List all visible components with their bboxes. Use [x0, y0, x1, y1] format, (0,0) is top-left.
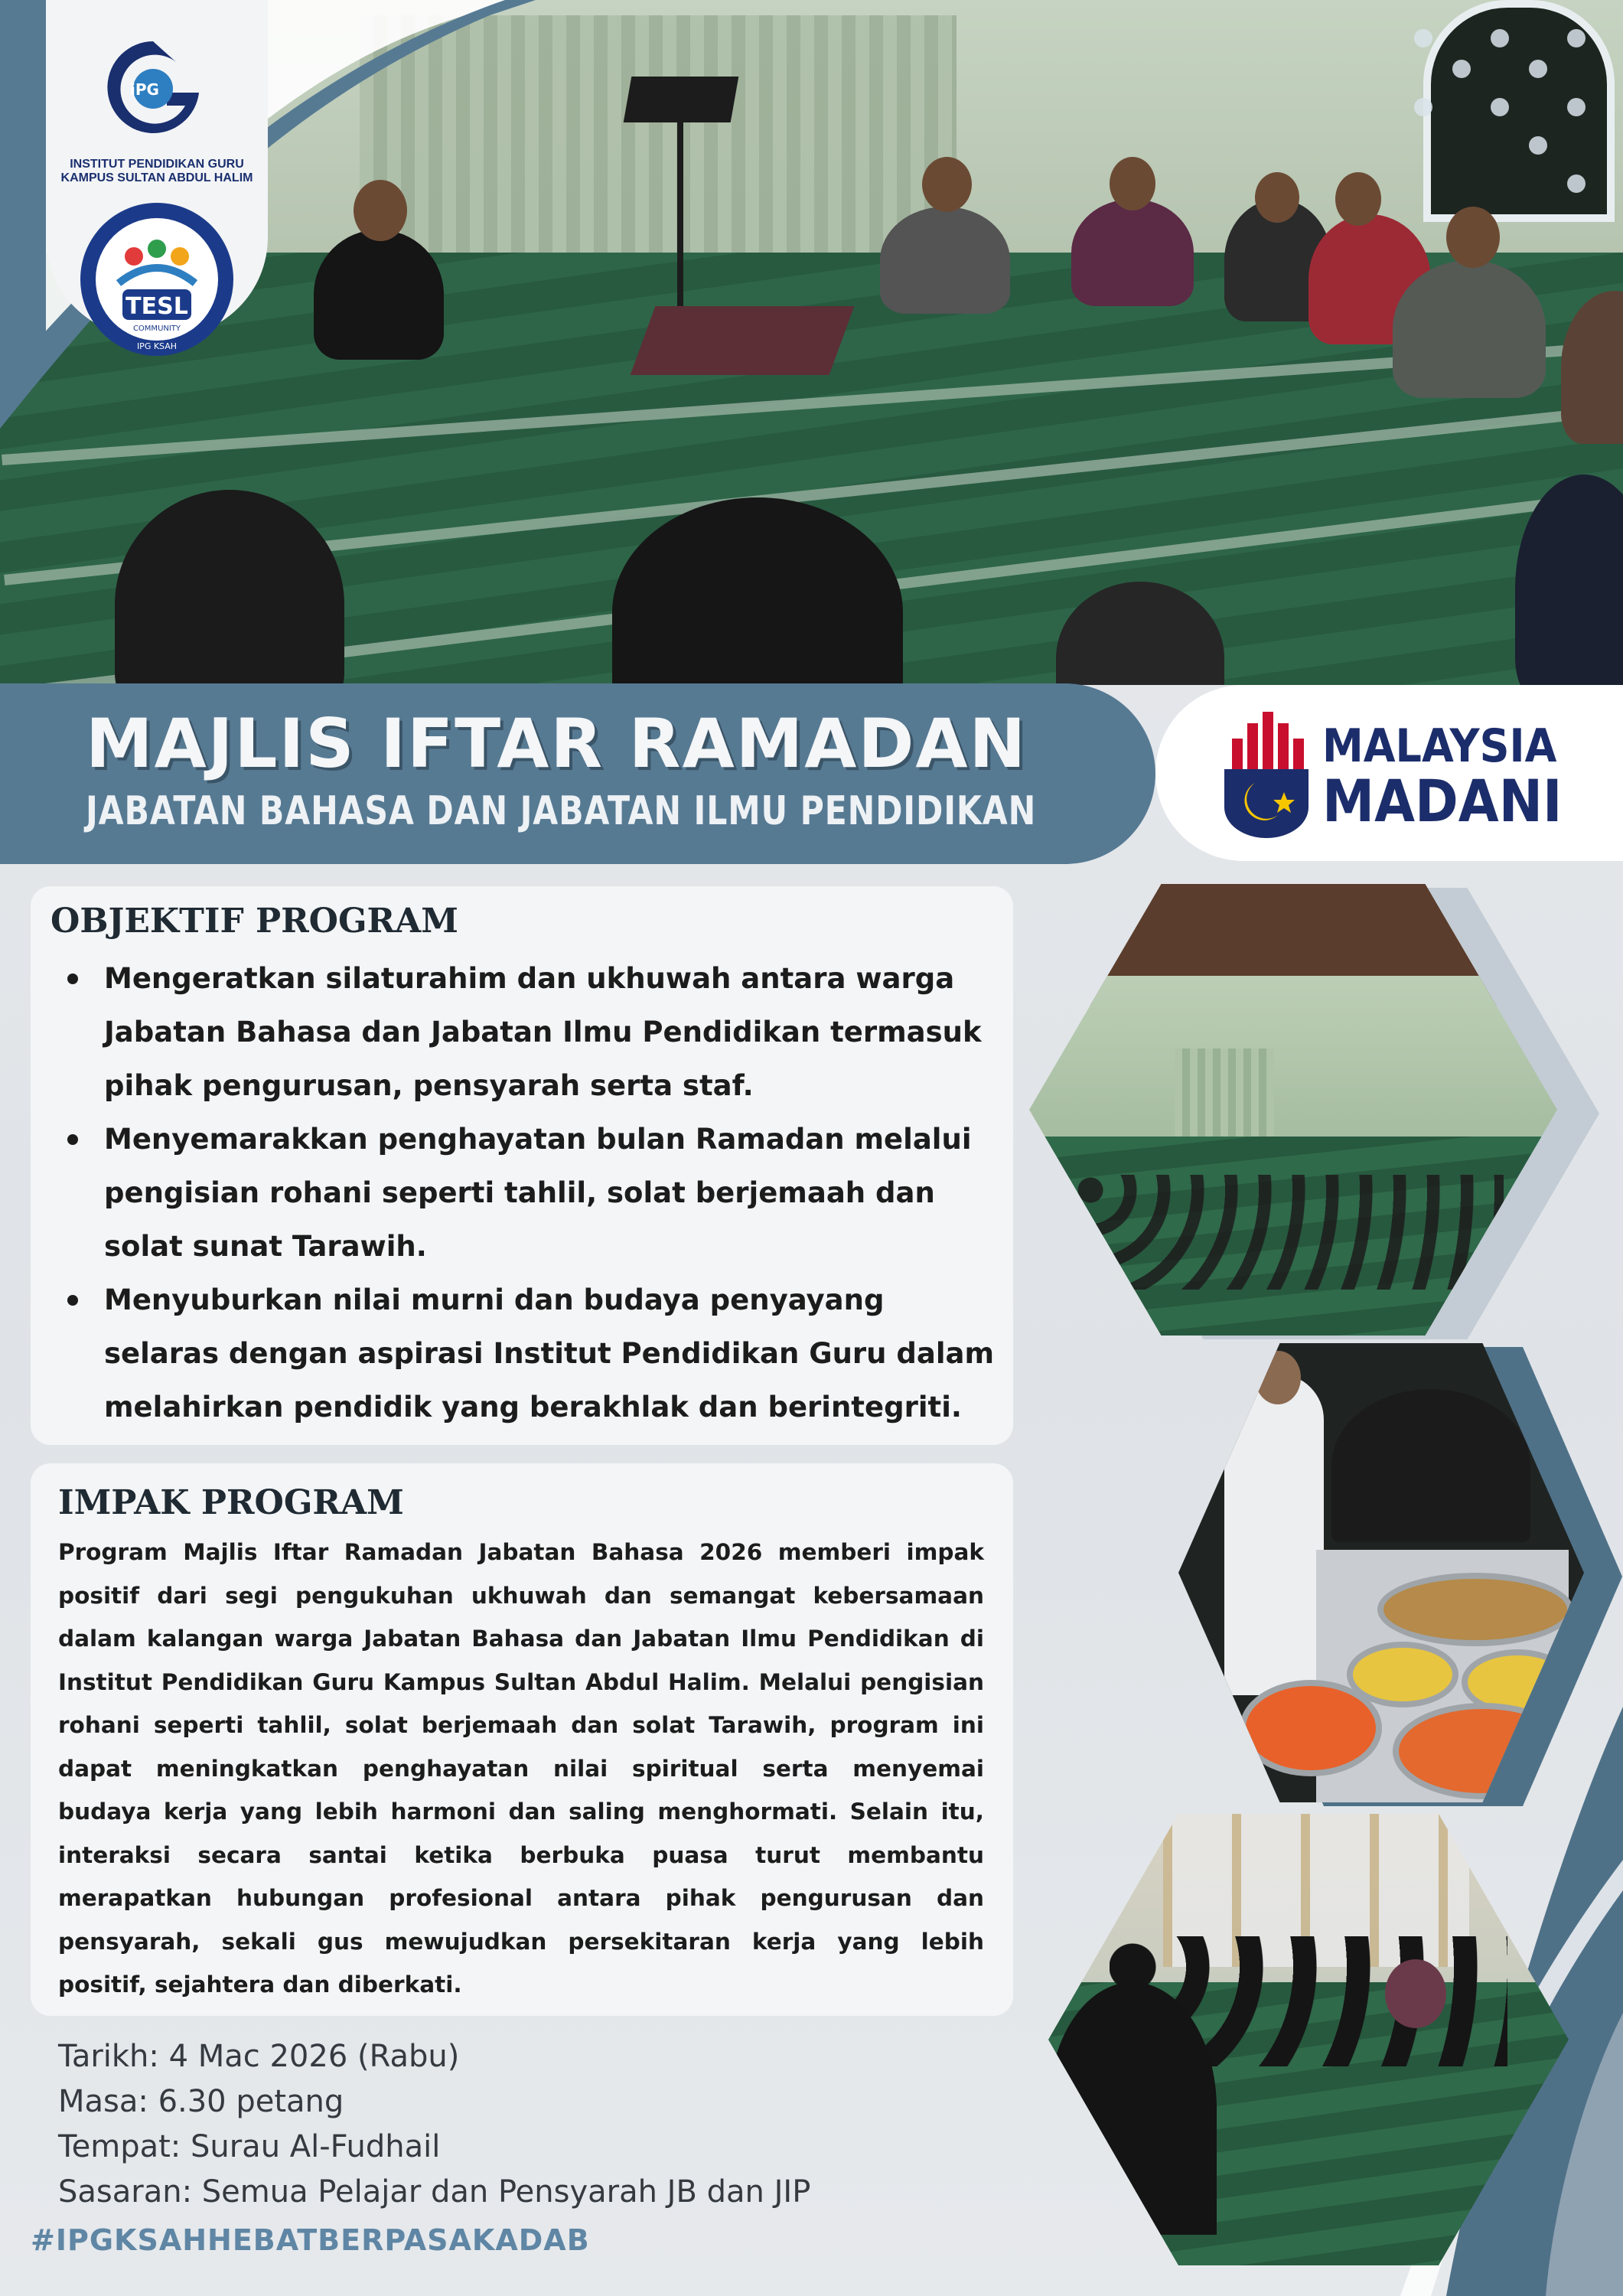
person [1393, 260, 1546, 398]
tesl-logo-subtext: COMMUNITY [132, 325, 181, 333]
bullet-dot [67, 974, 78, 984]
prayer-mat [631, 306, 855, 375]
detail-tarikh: Tarikh: 4 Mac 2026 (Rabu) [58, 2039, 460, 2074]
impak-heading: IMPAK PROGRAM [58, 1483, 404, 1522]
institute-name [47, 158, 266, 185]
detail-tempat: Tempat: Surau Al-Fudhail [58, 2129, 441, 2164]
person-head [1110, 157, 1155, 210]
objektif-item: Mengeratkan silaturahim dan ukhuwah antara warga Jabatan Bahasa dan Jabatan Ilmu Pendidikan termasuk pihak pengurusan, pensyarah serta staf. [104, 962, 982, 1102]
lectern-stand [677, 122, 683, 314]
bullet-dot [67, 1295, 78, 1306]
person-head [922, 157, 972, 212]
objektif-item: Menyemarakkan penghayatan bulan Ramadan melalui pengisian rohani seperti tahlil, solat berjemaah dan solat sunat Tarawih. [104, 1123, 972, 1263]
person-head [1255, 172, 1299, 223]
malaysia-madani-logo [1224, 708, 1309, 838]
tesl-logo-footer: IPG KSAH [136, 341, 178, 351]
page-subtitle: JABATAN BAHASA DAN JABATAN ILMU PENDIDIKAN [86, 788, 1037, 834]
ipg-logo-text: iPG [130, 80, 159, 99]
impak-body: Program Majlis Iftar Ramadan Jabatan Bahasa 2026 memberi impak positif dari segi pengukuhan ukhuwah dan semangat kebersamaan dalam kalangan warga Jabatan Bahasa dan Jabatan Ilmu Pendidikan di Institut Pendidikan Guru Kampus Sultan Abdul Halim. Melalui pengisian rohani seperti tahlil, solat berjemaah dan solat Tarawih, program ini dapat meningkatkan penghayatan nilai spiritual serta menyemai budaya kerja yang lebih harmoni dan saling menghormati. Selain itu, interaksi secara santai ketika berbuka puasa turut membantu merapatkan hubungan profesional antara pihak pengurusan dan pensyarah, sekali gus mewujudkan persekitaran kerja yang lebih positif, sejahtera dan diberkati. [58, 1539, 984, 1998]
madani-text-line2: MADANI [1322, 767, 1563, 835]
page-title: MAJLIS IFTAR RAMADAN [86, 704, 1028, 783]
person [1071, 199, 1194, 306]
person-head [1446, 207, 1500, 268]
person-head [1335, 172, 1381, 226]
tesl-logo-text: TESL [125, 293, 188, 320]
institute-name-line1: INSTITUT PENDIDIKAN GURU [70, 158, 244, 171]
bullet-dot [67, 1134, 78, 1145]
ipg-logo [99, 35, 207, 135]
tesl-community-logo [77, 199, 237, 360]
madani-text-line1: MALAYSIA [1322, 719, 1557, 773]
decorative-dots [1400, 23, 1622, 207]
institute-name-line2: KAMPUS SULTAN ABDUL HALIM [60, 171, 253, 184]
lectern [624, 77, 739, 122]
objektif-item: Menyuburkan nilai murni dan budaya penyayang selaras dengan aspirasi Institut Pendidikan Guru dalam melahirkan pendidik yang berakhlak dan berintegriti. [104, 1283, 995, 1424]
objektif-heading: OBJEKTIF PROGRAM [51, 902, 458, 941]
person [880, 207, 1010, 314]
hashtag: #IPGKSAHHEBATBERPASAKADAB [31, 2223, 590, 2257]
detail-masa: Masa: 6.30 petang [58, 2084, 344, 2119]
detail-sasaran: Sasaran: Semua Pelajar dan Pensyarah JB dan JIP [58, 2174, 811, 2210]
